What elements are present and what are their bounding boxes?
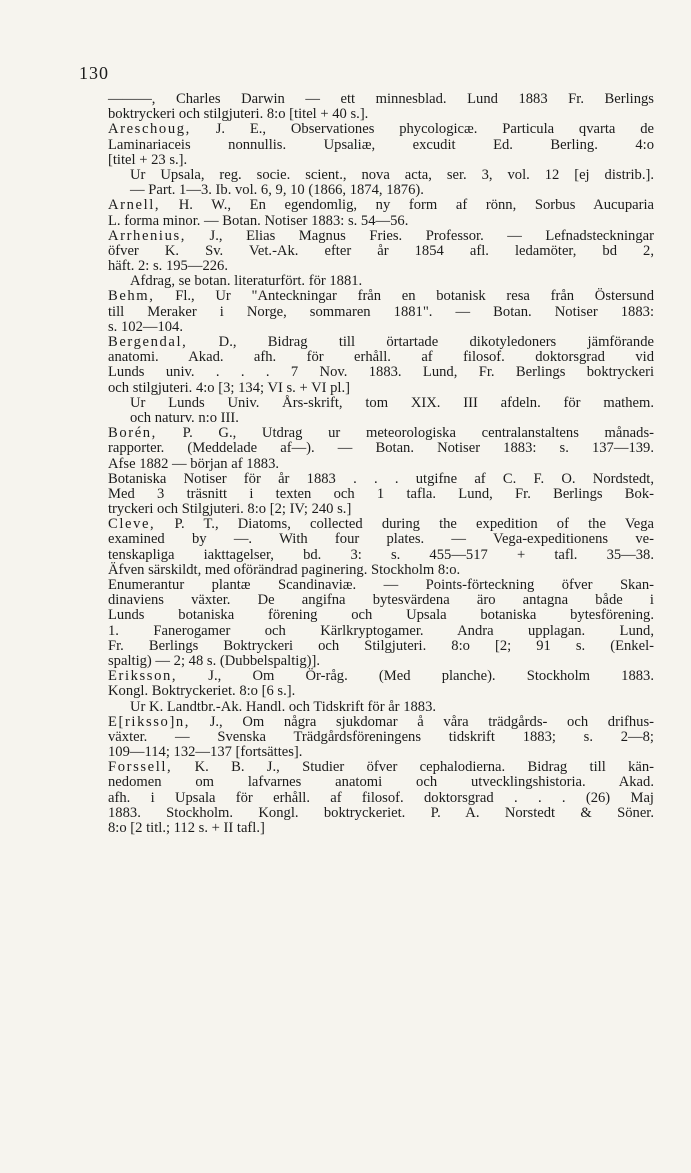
entry-text: H. W., En egendomlig, ny form af rönn, Sorbus Aucuparia — [160, 197, 654, 214]
author-name: Cleve, — [108, 516, 156, 533]
entry-text: J., Om några sjukdomar å våra trädgårds- och drifhus- — [190, 713, 654, 730]
text-line: — Part. 1—3. Ib. vol. 6, 9, 10 (1866, 1874, 1876). — [130, 182, 424, 199]
author-name: Areschoug, — [108, 121, 191, 138]
text-line: [titel + 23 s.]. — [108, 151, 188, 168]
text-line — [108, 334, 654, 350]
bibliography-entry — [108, 229, 654, 275]
author-name: Arnell, — [108, 197, 161, 214]
text-line: spaltig) — 2; 48 s. (Dubbelspaltig)]. — [108, 652, 320, 669]
bibliography-entry — [108, 472, 654, 518]
text-line: Fr. Berlings Boktryckeri och Stilgjuteri. 8:o [2; 91 s. (Enkel- — [108, 637, 654, 654]
text-line: Enumerantur plantæ Scandinaviæ. — Points-förteckning öfver Skan- — [108, 577, 654, 593]
page-number: 130 — [79, 63, 109, 83]
bibliography-entry — [108, 426, 654, 472]
text-line: Ur K. Landtbr.-Ak. Handl. och Tidskrift för år 1883. — [130, 698, 437, 715]
text-line — [108, 227, 654, 244]
text-line: anatomi. Akad. afh. för erhåll. af filosof. doktorsgrad vid — [108, 349, 654, 366]
entry-text: P. T., Diatoms, collected during the expedition of the Vega — [155, 516, 654, 533]
text-line: 109—114; 132—137 [fortsättes]. — [108, 744, 303, 761]
bibliography-entry — [108, 335, 654, 396]
bibliography-entry — [108, 122, 654, 168]
text-line: ———, Charles Darwin — ett minnesblad. Lund 1883 Fr. Berlings — [108, 91, 654, 107]
text-line: 1883. Stockholm. Kongl. boktryckeriet. P. A. Norstedt & Söner. — [108, 804, 654, 821]
text-line: nedomen om lafvarnes anatomi och utvecklingshistoria. Akad. — [108, 774, 654, 791]
entry-text: P. G., Utdrag ur meteorologiska centralanstaltens månads- — [156, 425, 654, 442]
text-line: häft. 2: s. 195—226. — [108, 258, 228, 275]
text-line — [108, 288, 654, 305]
text-line: tryckeri och Stilgjuteri. 8:o [2; IV; 240 s.] — [108, 501, 352, 518]
bibliography-entry — [108, 715, 654, 761]
text-line: Afse 1882 — början af 1883. — [108, 455, 280, 472]
entry-text: K. B. J., Studier öfver cephalodierna. Bidrag till kän- — [172, 759, 654, 776]
text-line: tenskapliga iakttagelser, bd. 3: s. 455—517 + tafl. 35—38. — [108, 546, 654, 563]
text-line — [108, 713, 654, 730]
bibliography-entry — [108, 198, 654, 228]
text-line: afh. i Upsala för erhåll. af filosof. doktorsgrad . . . (26) Maj — [108, 789, 654, 806]
author-name: E[riksso]n, — [108, 713, 191, 730]
text-line: Kongl. Boktryckeriet. 8:o [6 s.]. — [108, 683, 296, 700]
text-line: Med 3 träsnitt i texten och 1 tafla. Lund, Fr. Berlings Bok- — [108, 485, 654, 502]
author-name: Behm, — [108, 288, 155, 305]
bibliography-note — [108, 700, 654, 715]
text-line — [108, 197, 654, 214]
text-line: dinaviens växter. De angifna bytesvärdena äro antagna både i — [108, 592, 654, 609]
text-line: till Meraker i Norge, sommaren 1881". — Botan. Notiser 1883: — [108, 303, 654, 320]
text-line — [108, 121, 654, 138]
text-line — [108, 668, 654, 685]
text-line: växter. — Svenska Trädgårdsföreningens tidskrift 1883; s. 2—8; — [108, 728, 654, 745]
entry-text: Fl., Ur "Anteckningar från en botanisk resa från Östersund — [154, 288, 654, 305]
text-line: och stilgjuteri. 4:o [3; 134; VI s. + VI pl.] — [108, 379, 350, 396]
text-line: Afdrag, se botan. literaturfört. för 1881. — [130, 273, 363, 290]
bibliography-note — [108, 396, 654, 426]
author-name: Forssell, — [108, 759, 173, 776]
entry-text: D., Bidrag till örtartade dikotyledoners jämförande — [187, 334, 654, 350]
bibliography-entry — [108, 669, 654, 699]
text-line: boktryckeri och stilgjuteri. 8:o [titel + 40 s.]. — [108, 106, 369, 123]
author-name: Eriksson, — [108, 668, 178, 685]
author-name: Borén, — [108, 425, 157, 442]
author-name: Arrhenius, — [108, 227, 187, 244]
bibliography-entry — [108, 289, 654, 335]
author-name: Bergendal, — [108, 334, 188, 350]
text-line: Laminariaceis nonnullis. Upsaliæ, excudit Ed. Berling. 4:o — [108, 136, 654, 153]
text-line: öfver K. Sv. Vet.-Ak. efter år 1854 afl. ledamöter, bd 2, — [108, 242, 654, 259]
bibliography-entry — [108, 517, 654, 578]
text-line: Ur Upsala, reg. socie. scient., nova acta, ser. 3, vol. 12 [ej distrib.]. — [130, 166, 654, 183]
bibliography-note — [108, 168, 654, 198]
bibliography-entry — [108, 578, 654, 669]
text-line — [108, 425, 654, 442]
text-line: och naturv. n:o III. — [130, 409, 239, 426]
text-line: 1. Fanerogamer och Kärlkryptogamer. Andra upplagan. Lund, — [108, 622, 654, 639]
text-line: s. 102—104. — [108, 318, 183, 335]
text-line: Lunds univ. . . . 7 Nov. 1883. Lund, Fr. Berlings boktryckeri — [108, 364, 654, 381]
text-line: L. forma minor. — Botan. Notiser 1883: s. 54—56. — [108, 212, 409, 229]
text-line — [108, 759, 654, 776]
text-line: Ur Lunds Univ. Års-skrift, tom XIX. III afdeln. för mathem. — [130, 394, 654, 411]
text-line: rapporter. (Meddelade af—). — Botan. Notiser 1883: s. 137—139. — [108, 440, 654, 457]
text-line: 8:o [2 titl.; 112 s. + II tafl.] — [108, 820, 265, 836]
text-line: Äfven särskildt, med oförändrad paginering. Stockholm 8:o. — [108, 561, 461, 578]
bibliography-entry — [108, 760, 654, 836]
text-line — [108, 516, 654, 533]
text-line: Lunds botaniska förening och Upsala botaniska bytesförening. — [108, 607, 654, 624]
text-line: examined by —. With four plates. — Vega-expeditionens ve- — [108, 531, 654, 548]
entry-text: J., Om Ör-råg. (Med planche). Stockholm 1883. — [177, 668, 654, 685]
entry-text: J., Elias Magnus Fries. Professor. — Lefnadsteckningar — [186, 227, 654, 244]
entry-text: J. E., Observationes phycologicæ. Particula qvarta de — [190, 121, 654, 138]
text-line: Botaniska Notiser för år 1883 . . . utgifne af C. F. O. Nordstedt, — [108, 470, 654, 487]
bibliography-text — [108, 92, 654, 836]
bibliography-entry — [108, 92, 654, 122]
